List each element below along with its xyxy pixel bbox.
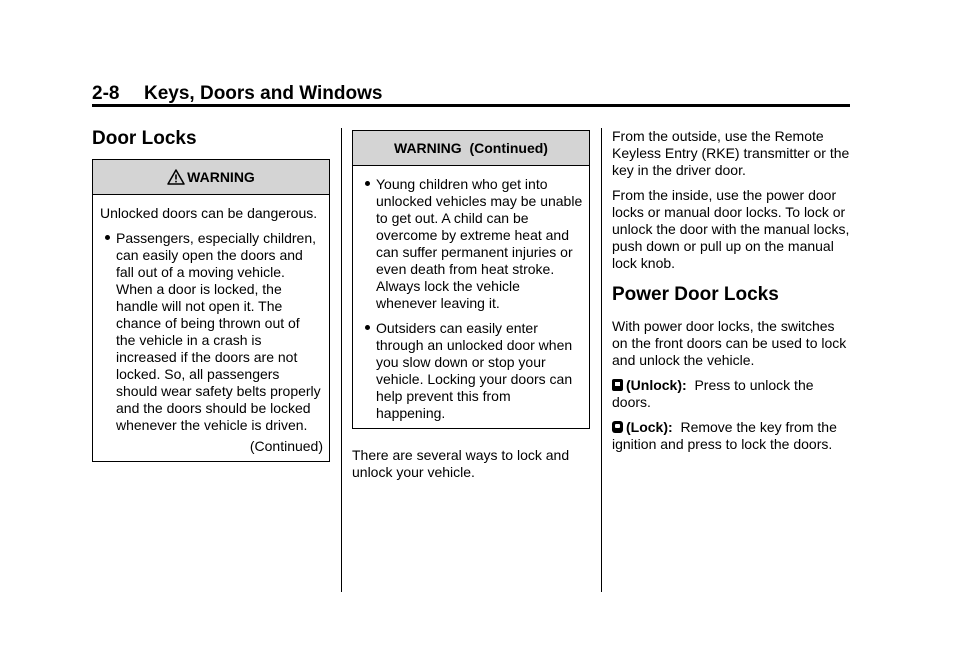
column-2 xyxy=(352,130,590,489)
section-title: Keys, Doors and Windows xyxy=(144,83,383,104)
warning-list xyxy=(100,230,323,434)
column-divider-2 xyxy=(601,128,602,592)
bullet-dot xyxy=(105,235,110,240)
unlock-label: (Unlock): xyxy=(626,377,687,393)
alert-triangle-icon xyxy=(167,169,185,185)
warning-title: WARNING xyxy=(187,169,255,185)
continued-label: (Continued) xyxy=(249,438,323,454)
bullet-dot xyxy=(365,325,370,330)
bullet-text: Passengers, especially children, can easily open the doors and fall out of a moving vehicle. When a door is locked, the handle will not open it. The chance of being thrown out of the vehicle in a crash is increased if the doors are not locked. So, all passengers should wear safety belts properly and the doors should be locked whenever the vehicle is driven. xyxy=(116,230,321,433)
column-divider-1 xyxy=(341,128,342,592)
ways-to-lock-paragraph: There are several ways to lock and unlock your vehicle. xyxy=(352,447,570,480)
lock-text: Remove the key from the ignition and press to lock the doors. xyxy=(612,419,837,452)
page-number: 2-8 xyxy=(92,83,120,104)
warning-body xyxy=(93,195,329,461)
door-locks-heading: Door Locks xyxy=(92,128,197,149)
bullet-text: Outsiders can easily enter through an unlocked door when you slow down or stop your vehicle. Locking your doors can help prevent this from happening. xyxy=(376,320,573,421)
unlock-text: Press to unlock the doors. xyxy=(612,377,814,410)
warning-bullet xyxy=(360,320,583,422)
warning-continued-header: WARNING (Continued) xyxy=(353,131,589,166)
warning-bullet xyxy=(360,176,583,312)
bullet-dot xyxy=(365,181,370,186)
warning-continued-list xyxy=(360,176,583,422)
unlock-switch-icon xyxy=(612,379,623,391)
lock-paragraph xyxy=(612,419,852,453)
column-1 xyxy=(92,128,330,462)
header-rule xyxy=(92,104,850,107)
lock-switch-icon xyxy=(612,421,623,433)
column-3 xyxy=(612,128,852,461)
page-header xyxy=(92,82,850,106)
warning-intro: Unlocked doors can be dangerous. xyxy=(100,205,318,221)
warning-continued-box xyxy=(352,130,590,429)
inside-paragraph: From the inside, use the power door locks or manual door locks. To lock or unlock the door with the manual locks, push down or pull up on the manual lock knob. xyxy=(612,187,850,271)
warning-box xyxy=(92,159,330,462)
power-locks-paragraph: With power door locks, the switches on the front doors can be used to lock and unlock the vehicle. xyxy=(612,318,847,368)
power-door-locks-heading: Power Door Locks xyxy=(612,284,779,305)
unlock-paragraph xyxy=(612,377,852,411)
warning-header xyxy=(93,160,329,195)
outside-paragraph: From the outside, use the Remote Keyless Entry (RKE) transmitter or the key in the driver door. xyxy=(612,128,850,178)
warning-continued-body xyxy=(353,166,589,428)
lock-label: (Lock): xyxy=(626,419,673,435)
bullet-text: Young children who get into unlocked vehicles may be unable to get out. A child can be overcome by extreme heat and can suffer permanent injuries or even death from heat stroke. Always lock the vehicle whenever leaving it. xyxy=(376,176,583,311)
warning-bullet xyxy=(100,230,323,434)
